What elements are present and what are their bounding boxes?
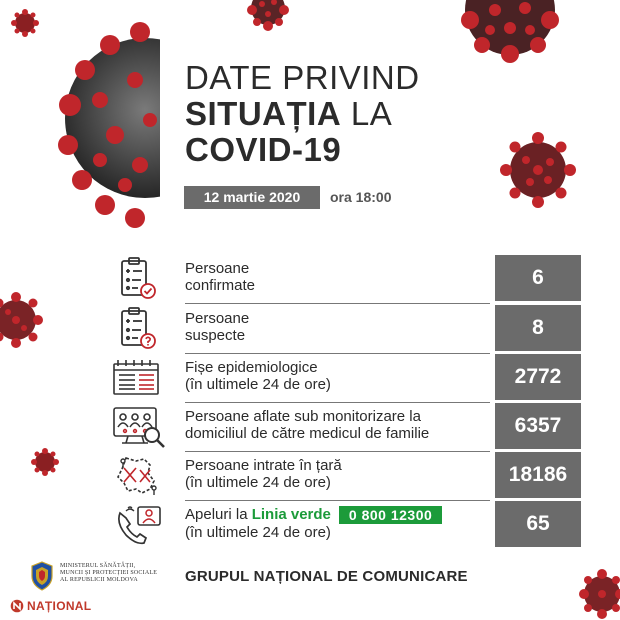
stat-row-suspected [110, 305, 585, 353]
row-divider [185, 303, 490, 304]
phone-number-badge[interactable]: 0 800 12300 [339, 506, 442, 524]
stat-label [185, 359, 485, 393]
national-watermark-text: NAȚIONAL [27, 599, 92, 613]
title-line-3-bold: COVID-19 [185, 131, 342, 168]
time-label: ora 18:00 [330, 189, 392, 205]
spreadsheet-document-icon [110, 356, 168, 400]
virus-illustration-right [496, 128, 580, 212]
title-line-2-bold: SITUAȚIA [185, 95, 342, 132]
clipboard-check-icon [110, 257, 168, 301]
stat-value: 6357 [495, 403, 581, 449]
stat-label-line-2: suspecte [185, 327, 246, 344]
stat-label [185, 506, 485, 541]
stat-value: 8 [495, 305, 581, 351]
title-line-3 [185, 132, 485, 168]
virus-illustration-large [40, 0, 160, 230]
stat-label-line-1: Fișe epidemiologice [185, 359, 318, 376]
stat-row-entered-country [110, 452, 585, 500]
stat-label-line-1 [185, 506, 485, 524]
stat-row-green-line-calls [110, 501, 585, 549]
stat-label-line-2: (în ultimele 24 de ore) [185, 376, 331, 393]
stat-label-line-1: Persoane [185, 310, 250, 327]
virus-illustration-left [0, 288, 46, 352]
title-line-1: DATE PRIVIND [185, 59, 420, 96]
title-line-2 [185, 96, 485, 132]
clipboard-question-icon [110, 307, 168, 351]
virus-illustration-top-right [440, 0, 580, 65]
national-watermark [10, 598, 91, 614]
ministry-name-line-1: MINISTERUL SĂNĂTĂȚII, [60, 563, 136, 569]
page-title [185, 60, 485, 168]
stat-value: 65 [495, 501, 581, 547]
stat-row-confirmed [110, 255, 585, 303]
stat-label-line-1: Persoane [185, 260, 250, 277]
ministry-name-line-2: MUNCII ȘI PROTECȚIEI SOCIALE [60, 570, 158, 576]
ministry-name-line-3: AL REPUBLICII MOLDOVA [60, 577, 138, 583]
stat-label-line-2: domiciliul de către medicul de familie [185, 425, 430, 442]
phone-doctor-icon [110, 503, 168, 547]
stat-label [185, 457, 485, 491]
stat-label [185, 260, 485, 294]
stat-value: 18186 [495, 452, 581, 498]
green-line-label: Linia verde [251, 506, 331, 523]
stat-label-line-1: Persoane aflate sub monitorizare la [185, 408, 421, 425]
virus-illustration-bottom-right [576, 566, 620, 620]
stat-label-line-1: Persoane intrate în țară [185, 457, 342, 474]
stat-label-line-2: confirmate [185, 277, 256, 294]
stat-label [185, 310, 485, 344]
virus-illustration-top-left [10, 8, 40, 38]
border-map-icon [110, 454, 168, 498]
virus-illustration-top-center [240, 0, 296, 36]
national-logo-icon [10, 599, 24, 613]
monitor-people-magnifier-icon [110, 405, 168, 449]
ministry-name [60, 563, 157, 584]
virus-illustration-small-left [30, 447, 60, 477]
title-line-2-rest: LA [341, 95, 393, 132]
coat-of-arms-icon [30, 561, 54, 591]
footer-title: GRUPUL NAȚIONAL DE COMUNICARE [185, 568, 468, 585]
stat-value: 2772 [495, 354, 581, 400]
date-badge: 12 martie 2020 [184, 186, 320, 209]
stat-label-line-2: (în ultimele 24 de ore) [185, 524, 331, 541]
ministry-logo [30, 558, 170, 598]
stat-label-prefix: Apeluri la [185, 506, 252, 523]
stat-label [185, 408, 485, 442]
stat-label-line-2: (în ultimele 24 de ore) [185, 474, 331, 491]
stat-row-epidemiological-files [110, 354, 585, 402]
stat-row-home-monitoring [110, 403, 585, 451]
stat-value: 6 [495, 255, 581, 301]
